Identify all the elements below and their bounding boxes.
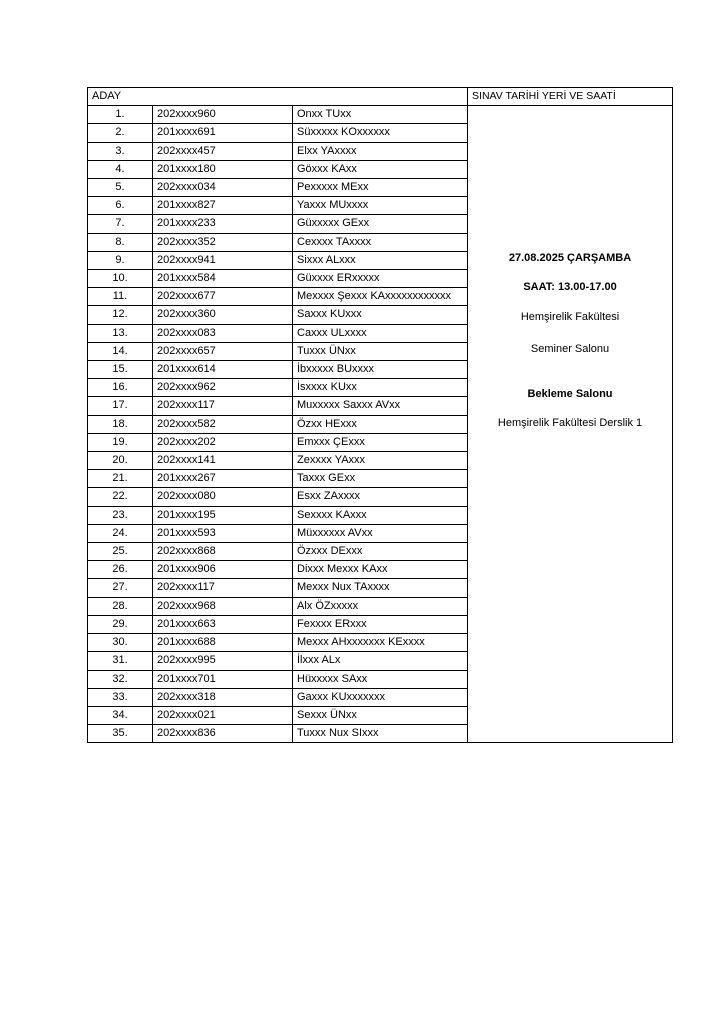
student-id: 202xxxx141 <box>153 452 293 470</box>
row-number: 33. <box>88 688 153 706</box>
student-name: Mexxxx Şexxx KAxxxxxxxxxxxx <box>293 288 468 306</box>
student-id: 202xxxx034 <box>153 179 293 197</box>
student-id: 202xxxx962 <box>153 379 293 397</box>
row-number: 22. <box>88 488 153 506</box>
student-id: 201xxxx584 <box>153 270 293 288</box>
row-number: 2. <box>88 124 153 142</box>
row-number: 24. <box>88 524 153 542</box>
row-number: 7. <box>88 215 153 233</box>
row-number: 19. <box>88 433 153 451</box>
student-id: 201xxxx691 <box>153 124 293 142</box>
student-id: 202xxxx080 <box>153 488 293 506</box>
student-name: Süxxxxx KOxxxxxx <box>293 124 468 142</box>
row-number: 8. <box>88 233 153 251</box>
student-id: 201xxxx614 <box>153 361 293 379</box>
student-name: Elxx YAxxxx <box>293 142 468 160</box>
student-name: Hüxxxxx SAxx <box>293 670 468 688</box>
row-number: 12. <box>88 306 153 324</box>
student-id: 202xxxx836 <box>153 725 293 743</box>
student-name: Emxxx ÇExxx <box>293 433 468 451</box>
row-number: 32. <box>88 670 153 688</box>
student-name: Zexxxx YAxxx <box>293 452 468 470</box>
row-number: 29. <box>88 615 153 633</box>
student-name: Müxxxxxx AVxx <box>293 524 468 542</box>
exam-info-cell <box>468 106 673 743</box>
student-id: 201xxxx906 <box>153 561 293 579</box>
row-number: 18. <box>88 415 153 433</box>
student-name: Muxxxxx Saxxx AVxx <box>293 397 468 415</box>
student-id: 201xxxx663 <box>153 615 293 633</box>
student-id: 202xxxx360 <box>153 306 293 324</box>
exam-candidate-table <box>87 87 673 743</box>
student-id: 202xxxx117 <box>153 579 293 597</box>
row-number: 21. <box>88 470 153 488</box>
exam-info-block <box>472 106 668 432</box>
student-name: Sixxx ALxxx <box>293 251 468 269</box>
student-id: 202xxxx995 <box>153 652 293 670</box>
row-number: 35. <box>88 725 153 743</box>
row-number: 11. <box>88 288 153 306</box>
student-name: Yaxxx MUxxxx <box>293 197 468 215</box>
student-name: Özxx HExxx <box>293 415 468 433</box>
student-id: 202xxxx083 <box>153 324 293 342</box>
student-id: 201xxxx267 <box>153 470 293 488</box>
student-name: Pexxxxx MExx <box>293 179 468 197</box>
row-number: 14. <box>88 342 153 360</box>
student-id: 202xxxx657 <box>153 342 293 360</box>
student-name: Saxxx KUxxx <box>293 306 468 324</box>
student-id: 202xxxx457 <box>153 142 293 160</box>
row-number: 27. <box>88 579 153 597</box>
student-id: 202xxxx960 <box>153 106 293 124</box>
student-id: 201xxxx827 <box>153 197 293 215</box>
row-number: 31. <box>88 652 153 670</box>
student-id: 202xxxx021 <box>153 706 293 724</box>
student-id: 201xxxx180 <box>153 160 293 178</box>
student-name: Mexxx Nux TAxxxx <box>293 579 468 597</box>
student-name: Özxxx DExxx <box>293 543 468 561</box>
row-number: 25. <box>88 543 153 561</box>
row-number: 23. <box>88 506 153 524</box>
table-header-row <box>88 88 673 106</box>
student-name: İbxxxxx BUxxxx <box>293 361 468 379</box>
student-name: Cexxxx TAxxxx <box>293 233 468 251</box>
student-id: 201xxxx593 <box>153 524 293 542</box>
student-name: Güxxxx ERxxxxx <box>293 270 468 288</box>
row-number: 5. <box>88 179 153 197</box>
student-name: İlxxx ALx <box>293 652 468 670</box>
student-id: 202xxxx352 <box>153 233 293 251</box>
row-number: 10. <box>88 270 153 288</box>
student-name: İsxxxx KUxx <box>293 379 468 397</box>
student-name: Sexxx ÜNxx <box>293 706 468 724</box>
row-number: 34. <box>88 706 153 724</box>
student-name: Fexxxx ERxxx <box>293 615 468 633</box>
student-id: 201xxxx195 <box>153 506 293 524</box>
student-name: Tuxxx ÜNxx <box>293 342 468 360</box>
student-id: 201xxxx701 <box>153 670 293 688</box>
student-id: 201xxxx688 <box>153 634 293 652</box>
exam-time: SAAT: 13.00-17.00 <box>523 281 617 294</box>
row-number: 13. <box>88 324 153 342</box>
student-id: 202xxxx677 <box>153 288 293 306</box>
student-name: Güxxxxx GExx <box>293 215 468 233</box>
table-row <box>88 106 673 124</box>
student-id: 201xxxx233 <box>153 215 293 233</box>
student-name: Tuxxx Nux SIxxx <box>293 725 468 743</box>
student-name: Taxxx GExx <box>293 470 468 488</box>
row-number: 30. <box>88 634 153 652</box>
student-id: 202xxxx941 <box>153 251 293 269</box>
row-number: 26. <box>88 561 153 579</box>
waiting-room-place: Hemşirelik Fakültesi Derslik 1 <box>497 417 643 430</box>
row-number: 15. <box>88 361 153 379</box>
student-name: Onxx TUxx <box>293 106 468 124</box>
aday-header: ADAY <box>88 88 468 106</box>
student-name: Gaxxx KUxxxxxxx <box>293 688 468 706</box>
row-number: 1. <box>88 106 153 124</box>
student-id: 202xxxx318 <box>153 688 293 706</box>
student-name: Göxxx KAxx <box>293 160 468 178</box>
row-number: 17. <box>88 397 153 415</box>
row-number: 28. <box>88 597 153 615</box>
student-name: Caxxx ULxxxx <box>293 324 468 342</box>
row-number: 20. <box>88 452 153 470</box>
row-number: 6. <box>88 197 153 215</box>
exam-faculty: Hemşirelik Fakültesi <box>520 310 620 323</box>
exam-salon: Seminer Salonu <box>530 342 610 355</box>
student-name: Alx ÖZxxxxx <box>293 597 468 615</box>
row-number: 16. <box>88 379 153 397</box>
student-id: 202xxxx868 <box>153 543 293 561</box>
row-number: 3. <box>88 142 153 160</box>
student-name: Esxx ZAxxxx <box>293 488 468 506</box>
exam-info-header: SINAV TARİHİ YERİ VE SAATİ <box>468 88 673 106</box>
row-number: 9. <box>88 251 153 269</box>
student-name: Dixxx Mexxx KAxx <box>293 561 468 579</box>
row-number: 4. <box>88 160 153 178</box>
student-id: 202xxxx582 <box>153 415 293 433</box>
student-name: Mexxx AHxxxxxxx KExxxx <box>293 634 468 652</box>
waiting-room-title: Bekleme Salonu <box>527 388 613 401</box>
student-id: 202xxxx202 <box>153 433 293 451</box>
student-name: Sexxxx KAxxx <box>293 506 468 524</box>
student-id: 202xxxx117 <box>153 397 293 415</box>
student-id: 202xxxx968 <box>153 597 293 615</box>
exam-date: 27.08.2025 ÇARŞAMBA <box>508 252 632 265</box>
